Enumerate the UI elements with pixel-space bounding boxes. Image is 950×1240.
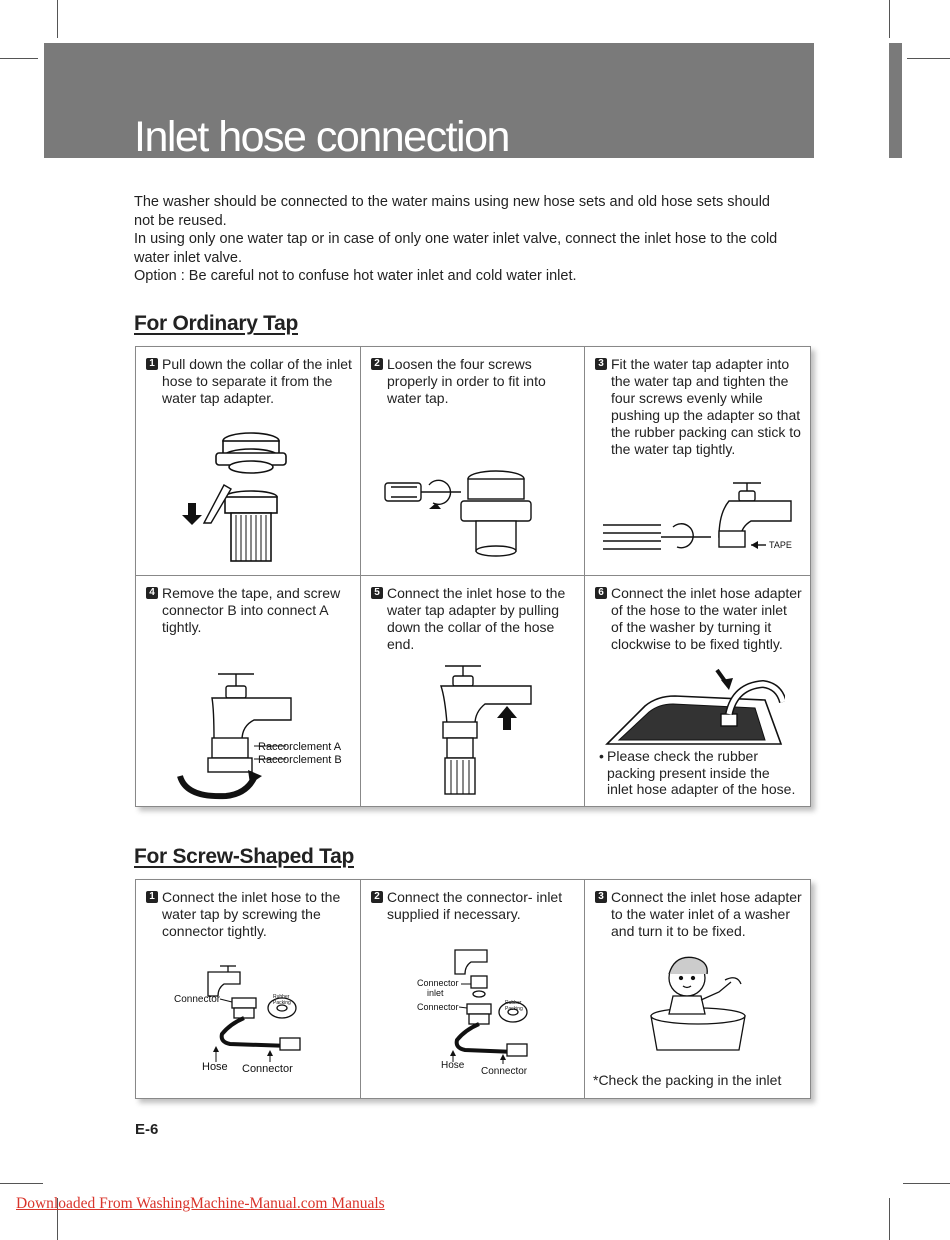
step-text: Remove the tape, and screw connector B into connect A tightly. [162,585,341,635]
hose-label: Hose [202,1061,228,1073]
intro-text [134,193,794,286]
step-number: 1 [146,358,158,370]
step-text: Connect the inlet hose to the water tap by screwing the connector tightly. [162,889,341,939]
connector-inlet-label: inlet [427,988,444,998]
step-instruction [146,585,352,636]
step-cell [361,880,585,1098]
hose-label: Hose [441,1060,465,1071]
step-number: 1 [146,891,158,903]
rubber-label: Rubber [505,1000,522,1006]
hose-separate-illustration [176,425,336,565]
hose-pull-illustration [421,658,551,798]
download-source-link[interactable]: Downloaded From WashingMachine-Manual.com Manuals [16,1195,385,1212]
page-number: E-6 [135,1121,159,1138]
step-cell [585,347,810,576]
step-number: 3 [595,358,607,370]
screw-connect-illustration [174,962,354,1074]
crop-mark [57,0,58,38]
ordinary-tap-steps [135,346,811,807]
ordinary-tap-heading: For Ordinary Tap [134,312,298,335]
step-number: 5 [371,587,383,599]
step-instruction [371,585,576,653]
raccord-b-label: Raccorclement B [258,754,342,766]
packing-check-note: *Check the packing in the inlet [593,1072,782,1088]
rubber-packing-note [599,748,798,798]
step-instruction [595,585,802,653]
connector-label: Connector [417,1002,459,1012]
connector-label: Connector [174,994,221,1005]
step-instruction [146,356,352,407]
rubber-label: Rubber [273,994,290,1000]
step-cell [136,347,361,576]
step-cell [136,880,361,1098]
screw-tap-steps [135,879,811,1099]
step-instruction [146,889,352,940]
page-title: Inlet hose connection [134,113,509,161]
step-text: Connect the inlet hose adapter of the hose to the water inlet of the washer by turning it clockwise to be fixed tightly. [611,585,802,652]
crop-mark [889,1198,890,1240]
step-number: 4 [146,587,158,599]
connector-inlet-label: Connector [417,978,459,988]
step-instruction [371,889,576,923]
connector-label: Connector [481,1066,528,1077]
step-instruction [595,356,802,458]
screwdriver-illustration [381,465,571,565]
note-text: Please check the rubber packing present inside the inlet hose adapter of the hose. [607,748,796,797]
step-cell [585,576,810,806]
step-number: 6 [595,587,607,599]
step-text: Connect the connector- inlet supplied if necessary. [387,889,563,922]
step-text: Pull down the collar of the inlet hose to separate it from the water tap adapter. [162,356,352,406]
step-text: Loosen the four screws properly in order to fit into water tap. [387,356,546,406]
raccord-a-label: Raccorclement A [258,741,342,753]
step-text: Connect the inlet hose adapter to the water inlet of a washer and turn it to be fixed. [611,889,802,939]
crop-mark [0,58,38,59]
crop-mark [907,58,950,59]
step-number: 3 [595,891,607,903]
step-instruction [595,889,802,940]
tape-label: TAPE [769,540,792,550]
child-washer-illustration [645,956,755,1052]
intro-paragraph: In using only one water tap or in case of only one water inlet valve, connect the inlet hose to the cold water inlet valve. [134,231,778,266]
step-cell [136,576,361,806]
crop-mark [903,1183,950,1184]
connector-inlet-illustration [411,944,581,1078]
intro-paragraph: Option : Be careful not to confuse hot water inlet and cold water inlet. [134,268,577,284]
crop-mark [0,1183,43,1184]
packing-label: Packing [273,1000,291,1006]
banner-edge [889,43,902,158]
bullet: • [599,748,604,764]
connector-illustration [166,666,356,801]
step-text: Fit the water tap adapter into the water tap and tighten the four screws evenly while pushing up the adapter so that the rubber packing can stick to the water tap tightly. [611,356,801,457]
tap-adapter-illustration [601,477,801,567]
step-text: Connect the inlet hose to the water tap adapter by pulling down the collar of the hose end. [387,585,566,652]
crop-mark [889,0,890,38]
intro-paragraph: The washer should be connected to the water mains using new hose sets and old hose sets should not be reused. [134,194,770,229]
step-cell [361,576,585,806]
connector-label: Connector [242,1063,293,1074]
step-number: 2 [371,891,383,903]
step-cell [361,347,585,576]
step-instruction [371,356,576,407]
packing-label: Packing [505,1006,523,1012]
step-number: 2 [371,358,383,370]
screw-tap-heading: For Screw-Shaped Tap [134,845,354,868]
washer-inlet-illustration [605,656,785,746]
step-cell [585,880,810,1098]
